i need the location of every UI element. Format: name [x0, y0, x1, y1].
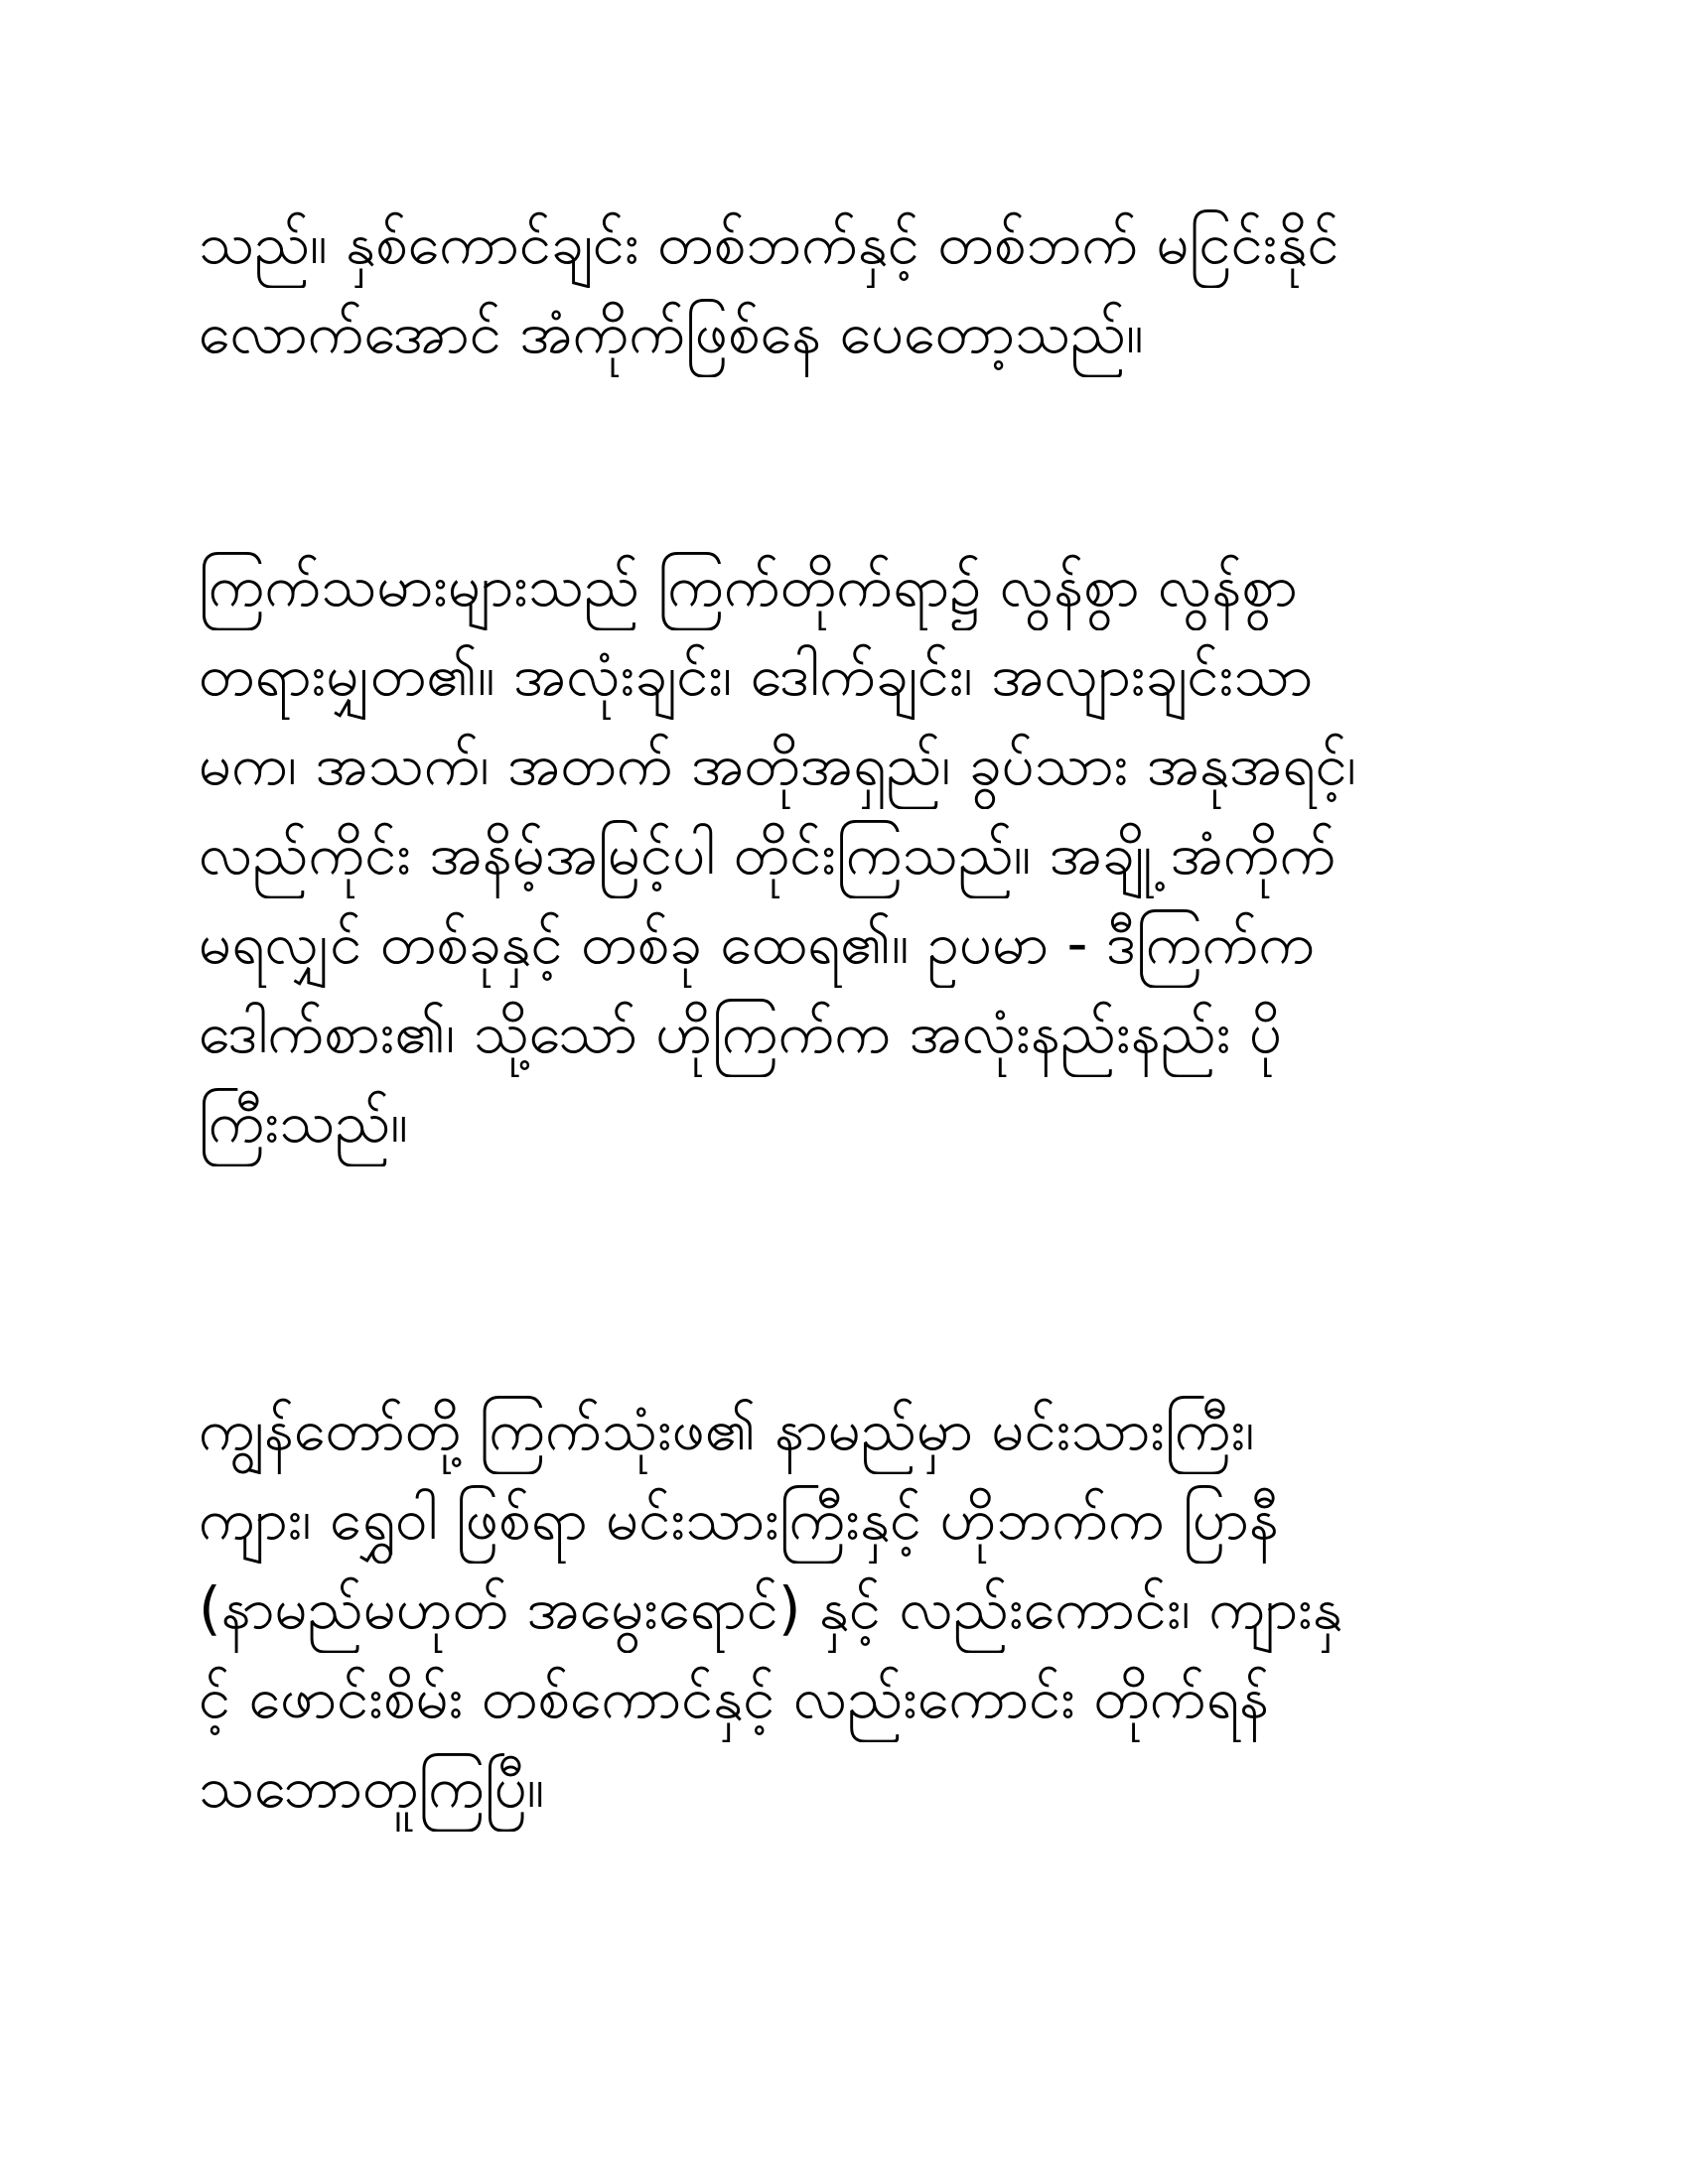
text-line: ကြက်သမားများသည် ကြက်တိုက်ရာ၌ လွန်စွာ လွန်စွာ	[199, 552, 1298, 619]
text-line: သည်။ နှစ်ကောင်ချင်း တစ်ဘက်နှင့် တစ်ဘက် မငြင်းနိုင်	[199, 209, 1339, 277]
text-line: မက၊ အသက်၊ အတက် အတိုအရှည်၊ ခွပ်သား အနုအရင့်၊	[199, 731, 1356, 798]
text-line: လောက်အောင် အံကိုက်ဖြစ်နေ ပေတော့သည်။	[199, 299, 1144, 366]
text-line: (နာမည်မဟုတ် အမွေးရောင်) နှင့် လည်းကောင်း၊ ကျားနှ	[199, 1574, 1342, 1642]
text-line: ကျား၊ ရွှေဝါ ဖြစ်ရာ မင်းသားကြီးနှင့် ဟိုဘက်က ပြာနီ	[199, 1485, 1279, 1553]
text-line: မရလျှင် တစ်ခုနှင့် တစ်ခု ထေရ၏။ ဥပမာ - ဒီကြက်က	[199, 909, 1316, 977]
text-line: ကျွန်တော်တို့ ကြက်သုံးဖ၏ နာမည်မှာ မင်းသားကြီး၊	[199, 1396, 1255, 1463]
paragraph-2	[199, 541, 1489, 1166]
paragraph-3	[199, 1385, 1489, 1832]
text-line: ဒေါက်စား၏၊ သို့သော် ဟိုကြက်က အလုံးနည်းနည်း ပို	[199, 999, 1283, 1066]
text-line: တရားမျှတ၏။ အလုံးချင်း၊ ဒေါက်ချင်း၊ အလျားချင်းသာ	[199, 641, 1314, 709]
paragraph-1	[199, 199, 1489, 377]
text-line: သဘောတူကြပြီ။	[199, 1753, 545, 1821]
text-line: င့် ဖောင်းစိမ်း တစ်ကောင်နှင့် လည်းကောင်း တိုက်ရန်	[199, 1664, 1269, 1731]
document-page	[199, 0, 1489, 2184]
text-line: ကြီးသည်။	[199, 1088, 408, 1156]
text-line: လည်ကိုင်း အနိမ့်အမြင့်ပါ တိုင်းကြသည်။ အချို့ အံကိုက်	[199, 820, 1336, 887]
